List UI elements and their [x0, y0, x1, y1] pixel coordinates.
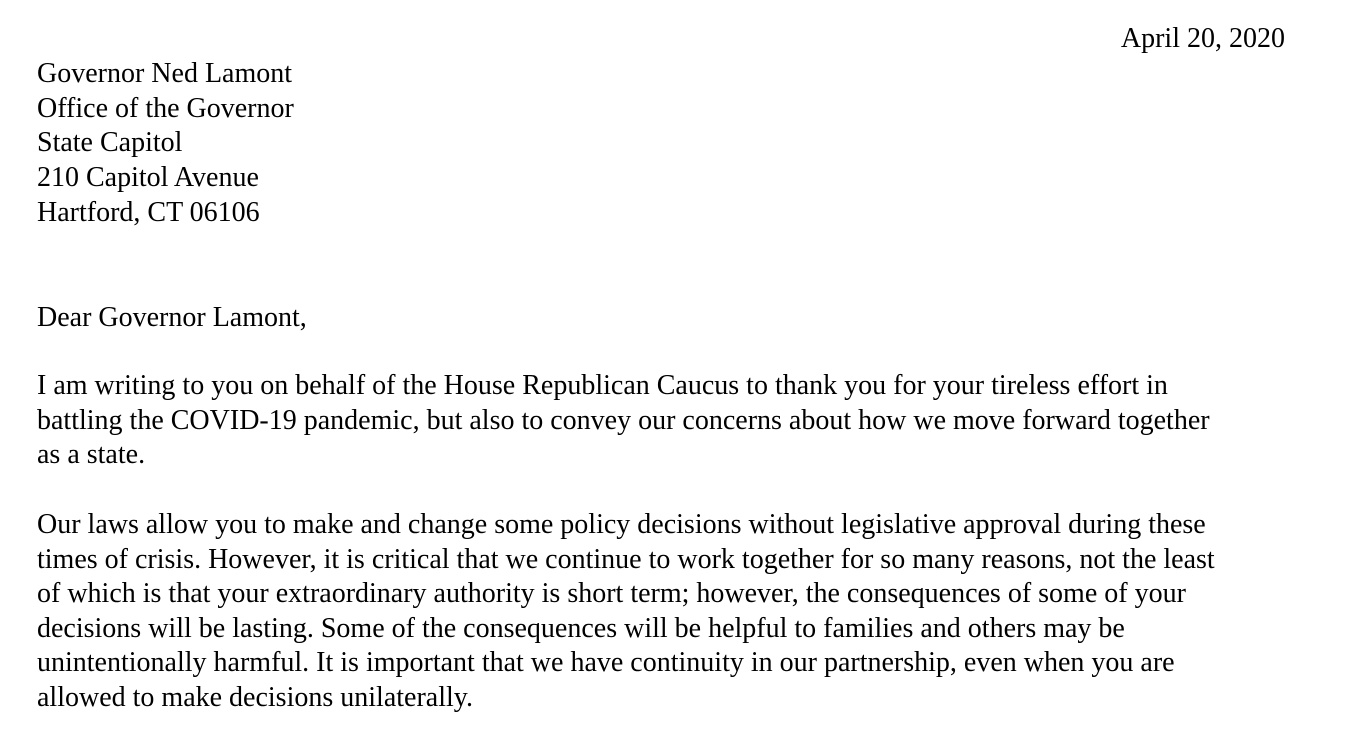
letter-date: April 20, 2020 — [1120, 23, 1285, 54]
recipient-name: Governor Ned Lamont — [37, 58, 293, 89]
paragraph-line: I am writing to you on behalf of the House Republican Caucus to thank you for your tireless effort in — [37, 370, 1168, 401]
paragraph-line: unintentionally harmful. It is important that we have continuity in our partnership, even when you are — [37, 647, 1175, 679]
recipient-address — [37, 57, 294, 230]
paragraph-line: as a state. — [37, 439, 146, 471]
body-paragraph-1 — [37, 369, 1327, 473]
salutation: Dear Governor Lamont, — [37, 302, 307, 333]
paragraph-line: of which is that your extraordinary authority is short term; however, the consequences of some of your — [37, 578, 1186, 610]
paragraph-line: Our laws allow you to make and change some policy decisions without legislative approval during these — [37, 509, 1206, 540]
paragraph-line: decisions will be lasting. Some of the consequences will be helpful to families and others may be — [37, 612, 1125, 644]
body-paragraph-2 — [37, 508, 1327, 716]
recipient-street: 210 Capitol Avenue — [37, 162, 259, 194]
paragraph-line: allowed to make decisions unilaterally. — [37, 681, 473, 713]
paragraph-line: battling the COVID-19 pandemic, but also to convey our concerns about how we move forward together — [37, 404, 1210, 436]
recipient-building: State Capitol — [37, 127, 183, 159]
paragraph-line: times of crisis. However, it is critical that we continue to work together for so many reasons, not the least — [37, 543, 1215, 575]
recipient-city-state-zip: Hartford, CT 06106 — [37, 196, 260, 228]
recipient-office: Office of the Governor — [37, 92, 294, 124]
